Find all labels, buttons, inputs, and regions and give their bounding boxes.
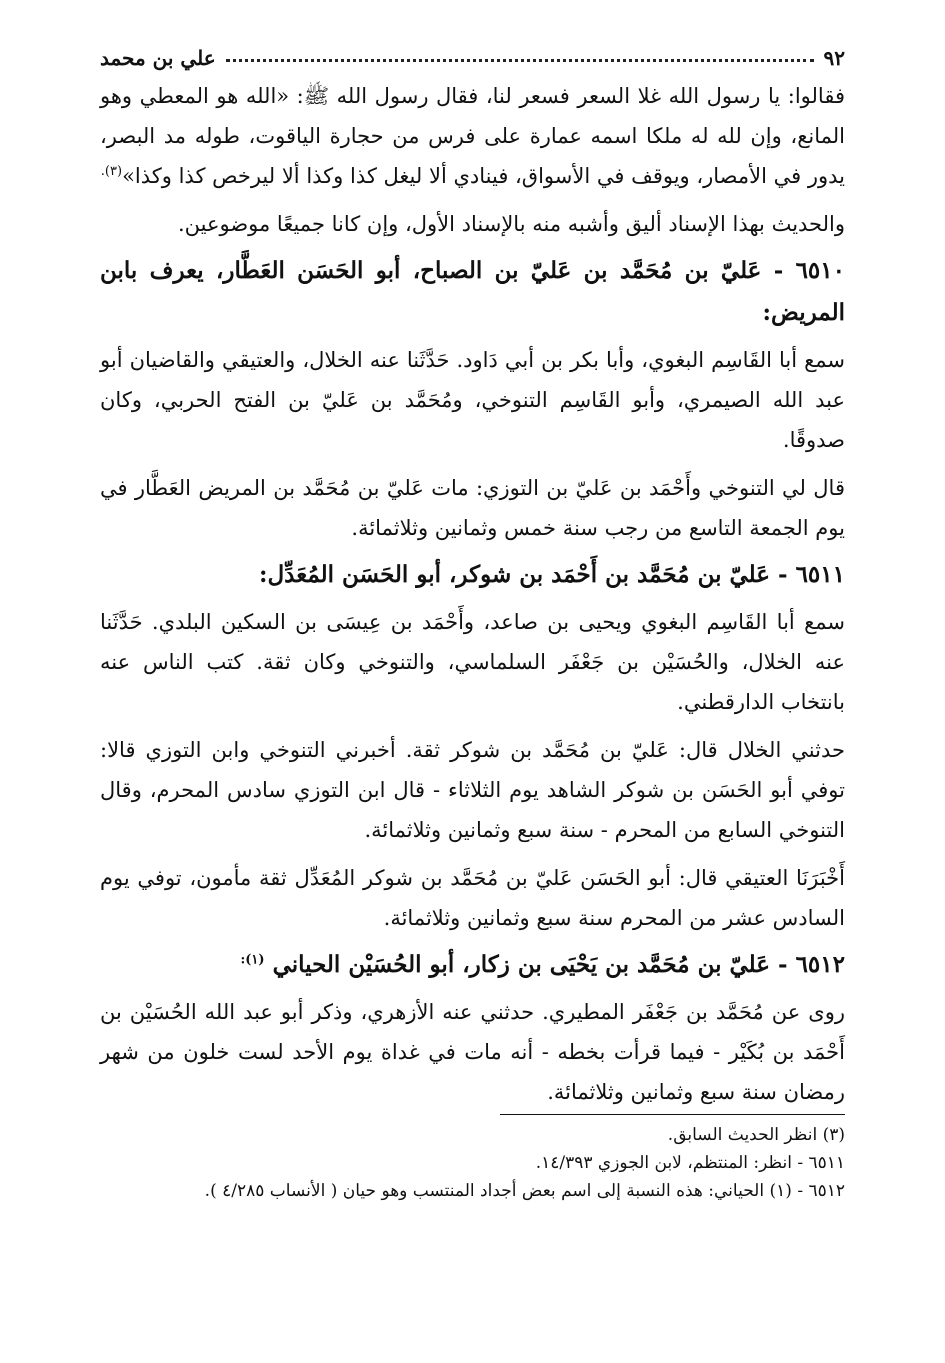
dotted-leader [226, 59, 814, 62]
footnote-marker: (١): [240, 952, 265, 968]
running-title: علي بن محمد [100, 46, 216, 70]
footnote-divider [500, 1114, 845, 1115]
footnotes [100, 1121, 845, 1205]
paragraph: قال لي التنوخي وأَحْمَد بن عَليّ بن التوزي: مات عَليّ بن مُحَمَّد بن المريض العَطَّار في يوم الجمعة التاسع من رجب سنة خمس وثمانين وثلاثمائة. [100, 476, 845, 540]
paragraph: سمع أبا القَاسِم البغوي، وأبا بكر بن أبي دَاود. حَدَّثَنا عنه الخلال، والعتيقي والقاضيان أبو عبد الله الصيمري، وأبو القَاسِم التنوخي، ومُحَمَّد بن عَليّ بن الفتح الحربي، وكان صدوقًا. [100, 348, 845, 452]
main-text [100, 76, 845, 1112]
page-number: ٩٢ [823, 46, 845, 70]
footnote: (٣) انظر الحديث السابق. [667, 1125, 845, 1145]
paragraph: فقالوا: يا رسول الله غلا السعر فسعر لنا، فقال رسول الله ﷺ: «الله هو المعطي وهو المانع، وإن لله له ملكا اسمه عمارة على فرس من حجارة الياقوت، طوله مد البصر، يدور في الأمصار، ويوقف في الأسواق، فينادي ألا ليغل كذا وكذا ألا ليرخص كذا وكذا»$^{(٣).}$ [100, 84, 845, 188]
paragraph: سمع أبا القَاسِم البغوي ويحيى بن صاعد، وأَحْمَد بن عِيسَى بن السكين البلدي. حَدَّثَنا عنه الخلال، والحُسَيْن بن جَعْفَر السلماسي، والتنوخي وكان ثقة. كتب الناس عنه بانتخاب الدارقطني. [100, 610, 845, 714]
entry-heading: ٦٥١١ - عَليّ بن مُحَمَّد بن أَحْمَد بن شوكر، أبو الحَسَن المُعَدِّل: [258, 561, 845, 588]
paragraph: والحديث بهذا الإسناد أليق وأشبه منه بالإسناد الأول، وإن كانا جميعًا موضوعين. [177, 212, 845, 236]
paragraph: أَخْبَرَنَا العتيقي قال: أبو الحَسَن عَليّ بن مُحَمَّد بن شوكر المُعَدِّل ثقة مأمون، توفي يوم السادس عشر من المحرم سنة سبع وثمانين وثلاثمائة. [100, 866, 845, 930]
entry-heading: ٦٥١٠ - عَليّ بن مُحَمَّد بن عَليّ بن الصباح، أبو الحَسَن العَطَّار، يعرف بابن المريض: [100, 257, 845, 326]
footnote: ٦٥١٢ - (١) الحياني: هذه النسبة إلى اسم بعض أجداد المنتسب وهو حيان ( الأنساب ٤/٢٨٥ ). [204, 1181, 845, 1201]
paragraph: روى عن مُحَمَّد بن جَعْفَر المطيري. حدثني عنه الأزهري، وذكر أبو عبد الله الحُسَيْن بن أَحْمَد بن بُكَيْر - فيما قرأت بخطه - أنه مات في غداة يوم الأحد لست خلون من شهر رمضان سنة سبع وثمانين وثلاثمائة. [100, 1000, 845, 1104]
paragraph: حدثني الخلال قال: عَليّ بن مُحَمَّد بن شوكر ثقة. أخبرني التنوخي وابن التوزي قالا: توفي أبو الحَسَن بن شوكر الشاهد يوم الثلاثاء - قال ابن التوزي سادس المحرم، وقال التنوخي السابع من المحرم - سنة سبع وثمانين وثلاثمائة. [100, 738, 845, 842]
footnote-marker: (٣). [100, 164, 123, 179]
entry-heading: ٦٥١٢ - عَليّ بن مُحَمَّد بن يَحْيَى بن زكار، أبو الحُسَيْن الحياني $^{(١):}$ [240, 951, 845, 978]
running-head [100, 30, 845, 70]
footnote: ٦٥١١ - انظر: المنتظم، لابن الجوزي ١٤/٣٩٣. [535, 1153, 845, 1173]
